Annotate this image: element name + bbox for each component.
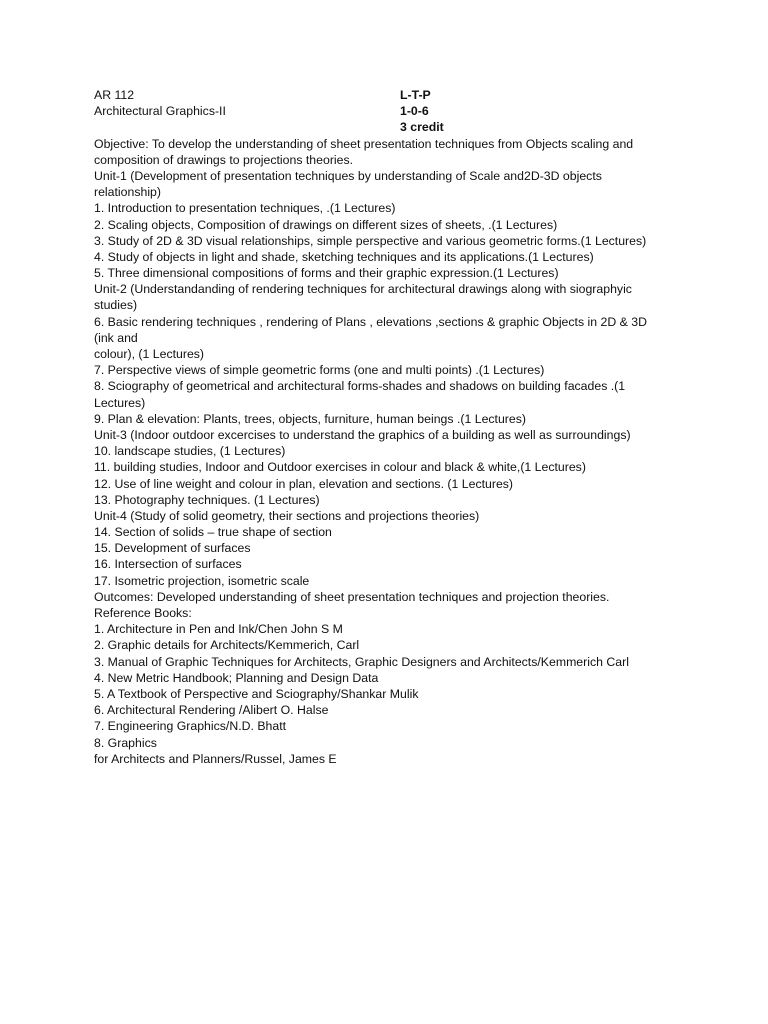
text-line: 14. Section of solids – true shape of section	[94, 525, 332, 540]
text-line: 13. Photography techniques. (1 Lectures)	[94, 492, 320, 507]
text-line: 4. Study of objects in light and shade, sketching techniques and its applications.(1 Lectures)	[94, 249, 594, 264]
course-code: AR 112	[94, 88, 135, 102]
text-line: 3. Study of 2D & 3D visual relationships, simple perspective and various geometric forms.(1 Lectures)	[94, 233, 647, 248]
header-row-3	[94, 119, 694, 135]
text-line: 16. Intersection of surfaces	[94, 557, 242, 572]
text-line: colour), (1 Lectures)	[94, 347, 205, 361]
document-page	[94, 87, 694, 767]
text-line: Lectures)	[94, 395, 146, 410]
text-line: Reference Books:	[94, 606, 192, 620]
syllabus-body	[94, 136, 694, 767]
text-line: 10. landscape studies, (1 Lectures)	[94, 444, 286, 459]
text-line: Outcomes: Developed understanding of sheet presentation techniques and projection theories.	[94, 589, 610, 604]
text-line: for Architects and Planners/Russel, James E	[94, 751, 337, 766]
text-line: 2. Scaling objects, Composition of drawings on different sizes of sheets, .(1 Lectures)	[94, 217, 558, 232]
text-line: 5. A Textbook of Perspective and Sciography/Shankar Mulik	[94, 686, 419, 701]
text-line: 6. Architectural Rendering /Alibert O. Halse	[94, 703, 329, 718]
text-line: 4. New Metric Handbook; Planning and Design Data	[94, 670, 379, 685]
text-line: 5. Three dimensional compositions of forms and their graphic expression.(1 Lectures)	[94, 266, 559, 281]
text-line: 8. Graphics	[94, 735, 157, 750]
text-line: 7. Perspective views of simple geometric forms (one and multi points) .(1 Lectures)	[94, 363, 545, 378]
text-line: (ink and	[94, 330, 138, 345]
text-line: studies)	[94, 298, 138, 313]
header-row-2	[94, 103, 694, 119]
text-line: 17. Isometric projection, isometric scale	[94, 573, 310, 588]
course-title: Architectural Graphics-II	[94, 104, 226, 119]
text-line: 6. Basic rendering techniques , rendering of Plans , elevations ,sections & graphic Objects in 2D & 3D	[94, 314, 647, 329]
text-line: 2. Graphic details for Architects/Kemmerich, Carl	[94, 638, 360, 653]
text-line: composition of drawings to projections theories.	[94, 152, 354, 167]
ltp-label: L-T-P	[400, 88, 431, 102]
text-line: Objective: To develop the understanding of sheet presentation techniques from Objects scaling and	[94, 136, 634, 151]
text-line: 15. Development of surfaces	[94, 541, 251, 556]
text-line: relationship)	[94, 185, 161, 200]
ltp-value: 1-0-6	[400, 104, 429, 119]
text-line: 11. building studies, Indoor and Outdoor exercises in colour and black & white,(1 Lectures)	[94, 460, 586, 475]
text-line: Unit-1 (Development of presentation techniques by understanding of Scale and2D-3D objects	[94, 168, 602, 183]
text-line: 1. Architecture in Pen and Ink/Chen John S M	[94, 622, 343, 637]
text-line: 1. Introduction to presentation techniques, .(1 Lectures)	[94, 201, 396, 216]
text-line: 12. Use of line weight and colour in plan, elevation and sections. (1 Lectures)	[94, 476, 514, 491]
text-line: 7. Engineering Graphics/N.D. Bhatt	[94, 719, 287, 734]
text-line: Unit-4 (Study of solid geometry, their sections and projections theories)	[94, 508, 480, 523]
credit-value: 3 credit	[400, 120, 444, 135]
header-row-1	[94, 87, 694, 103]
text-line: Unit-3 (Indoor outdoor excercises to understand the graphics of a building as well as surroundings)	[94, 427, 631, 442]
text-line: 8. Sciography of geometrical and architectural forms-shades and shadows on building facades .(1	[94, 379, 626, 394]
text-line: 3. Manual of Graphic Techniques for Architects, Graphic Designers and Architects/Kemmerich Carl	[94, 654, 629, 669]
text-line: Unit-2 (Understandanding of rendering techniques for architectural drawings along with siographyic	[94, 282, 632, 297]
text-line: 9. Plan & elevation: Plants, trees, objects, furniture, human beings .(1 Lectures)	[94, 411, 526, 426]
